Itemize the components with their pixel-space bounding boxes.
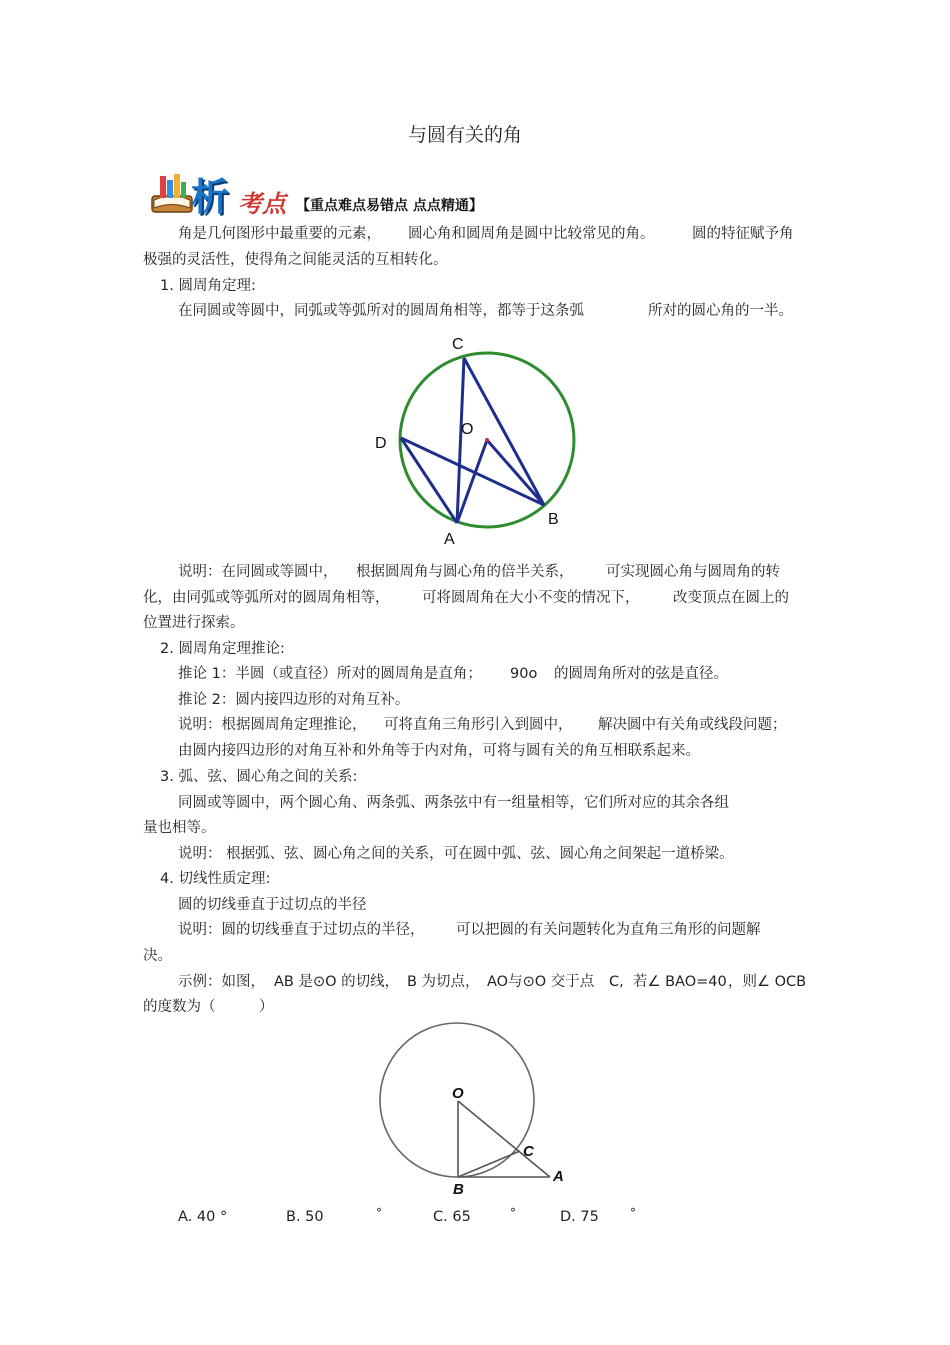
section4-note1b: 可以把圆的有关问题转化为直角三角形的问题解 — [456, 922, 761, 938]
option-b-degree: ° — [376, 1206, 382, 1220]
section1-heading: 1. 圆周角定理: — [160, 278, 256, 294]
corollary2: 推论 2：圆内接四边形的对角互补。 — [178, 692, 410, 708]
example-line1b: AB 是⊙O 的切线， — [274, 974, 400, 990]
intro-line1c: 圆的特征赋予角 — [692, 226, 794, 242]
section4-note2: 决。 — [143, 948, 172, 964]
label-O: O — [461, 421, 474, 438]
option-b: B. 50 — [286, 1209, 324, 1225]
section4-note1a: 说明：圆的切线垂直于过切点的半径， — [178, 922, 425, 938]
tangent-figure — [372, 1018, 582, 1204]
section2-note1a: 说明：根据圆周角定理推论， — [178, 717, 367, 733]
section2-note1b: 可将直角三角形引入到圆中， — [384, 717, 573, 733]
option-d-degree: ° — [630, 1206, 636, 1220]
intro-line2: 极强的灵活性，使得角之间能灵活的互相转化。 — [143, 252, 448, 268]
banner-subtitle: 【重点难点易错点 点点精通】 — [296, 198, 483, 214]
section4-text: 圆的切线垂直于过切点的半径 — [178, 897, 367, 913]
section1-note1b: 根据圆周角与圆心角的倍半关系， — [356, 564, 574, 580]
chord-BC — [458, 1151, 520, 1177]
section4-heading: 4. 切线性质定理: — [160, 871, 271, 887]
option-c-degree: ° — [510, 1206, 516, 1220]
book-icon — [148, 170, 196, 218]
section1-note2a: 化，由同弧或等弧所对的圆周角相等， — [143, 590, 390, 606]
section2-note1c: 解决圆中有关角或线段问题； — [598, 717, 787, 733]
intro-line1b: 圆心角和圆周角是圆中比较常见的角。 — [408, 226, 655, 242]
corollary1c: 的圆周角所对的弦是直径。 — [554, 666, 728, 682]
corollary1a: 推论 1：半圆（或直径）所对的圆周角是直角； — [178, 666, 482, 682]
label-A: A — [444, 531, 455, 548]
chord-CA — [457, 358, 464, 523]
section3-note: 说明： 根据弧、弦、圆心角之间的关系，可在圆中弧、弦、圆心角之间架起一道桥梁。 — [178, 846, 734, 862]
example-line1f: 若∠ BAO=40 — [633, 974, 727, 990]
label-B: B — [548, 511, 559, 528]
segment-OA — [458, 1101, 550, 1177]
example-line1c: B 为切点， — [407, 974, 480, 990]
banner-kaodian: 考点 — [238, 189, 286, 218]
section1-text-b: 所对的圆心角的一半。 — [648, 303, 793, 319]
section3-text2: 量也相等。 — [143, 820, 216, 836]
corollary1b: 90o — [510, 666, 538, 682]
banner-analyze-glyph: 析 — [191, 174, 230, 219]
label-B: B — [453, 1181, 464, 1198]
radius-OA — [457, 440, 487, 523]
section2-heading: 2. 圆周角定理推论: — [160, 641, 285, 657]
inscribed-angle-figure — [360, 328, 600, 550]
example-line1d: AO与⊙O 交于点 — [487, 974, 595, 990]
section1-note2b: 可将圆周角在大小不变的情况下， — [422, 590, 640, 606]
label-C: C — [523, 1143, 534, 1160]
label-D: D — [375, 435, 387, 452]
page-title: 与圆有关的角 — [408, 124, 523, 146]
label-A: A — [553, 1168, 564, 1185]
example-line2: 的度数为（ ） — [143, 999, 274, 1015]
section1-note3: 位置进行探索。 — [143, 615, 245, 631]
center-point-O — [485, 438, 489, 442]
example-line1g: ，则∠ OCB — [728, 974, 807, 990]
section1-note2c: 改变顶点在圆上的 — [673, 590, 789, 606]
label-O: O — [452, 1085, 464, 1102]
section1-note1a: 说明：在同圆或等圆中， — [178, 564, 338, 580]
label-C: C — [452, 336, 464, 353]
section2-note2: 由圆内接四边形的对角互补和外角等于内对角，可将与圆有关的角互相联系起来。 — [178, 743, 700, 759]
section3-heading: 3. 弧、弦、圆心角之间的关系: — [160, 769, 358, 785]
option-a: A. 40 ° — [178, 1209, 228, 1225]
intro-line1a: 角是几何图形中最重要的元素， — [178, 226, 381, 242]
option-c: C. 65 — [433, 1209, 471, 1225]
option-d: D. 75 — [560, 1209, 599, 1225]
chord-CB — [464, 358, 544, 505]
section1-note1c: 可实现圆心角与圆周角的转 — [606, 564, 780, 580]
example-line1e: C, — [609, 974, 624, 990]
section1-text-a: 在同圆或等圆中，同弧或等弧所对的圆周角相等，都等于这条弧 — [178, 303, 584, 319]
section3-text1: 同圆或等圆中，两个圆心角、两条弧、两条弦中有一组量相等，它们所对应的其余各组 — [178, 795, 729, 811]
example-line1a: 示例：如图， — [178, 974, 265, 990]
